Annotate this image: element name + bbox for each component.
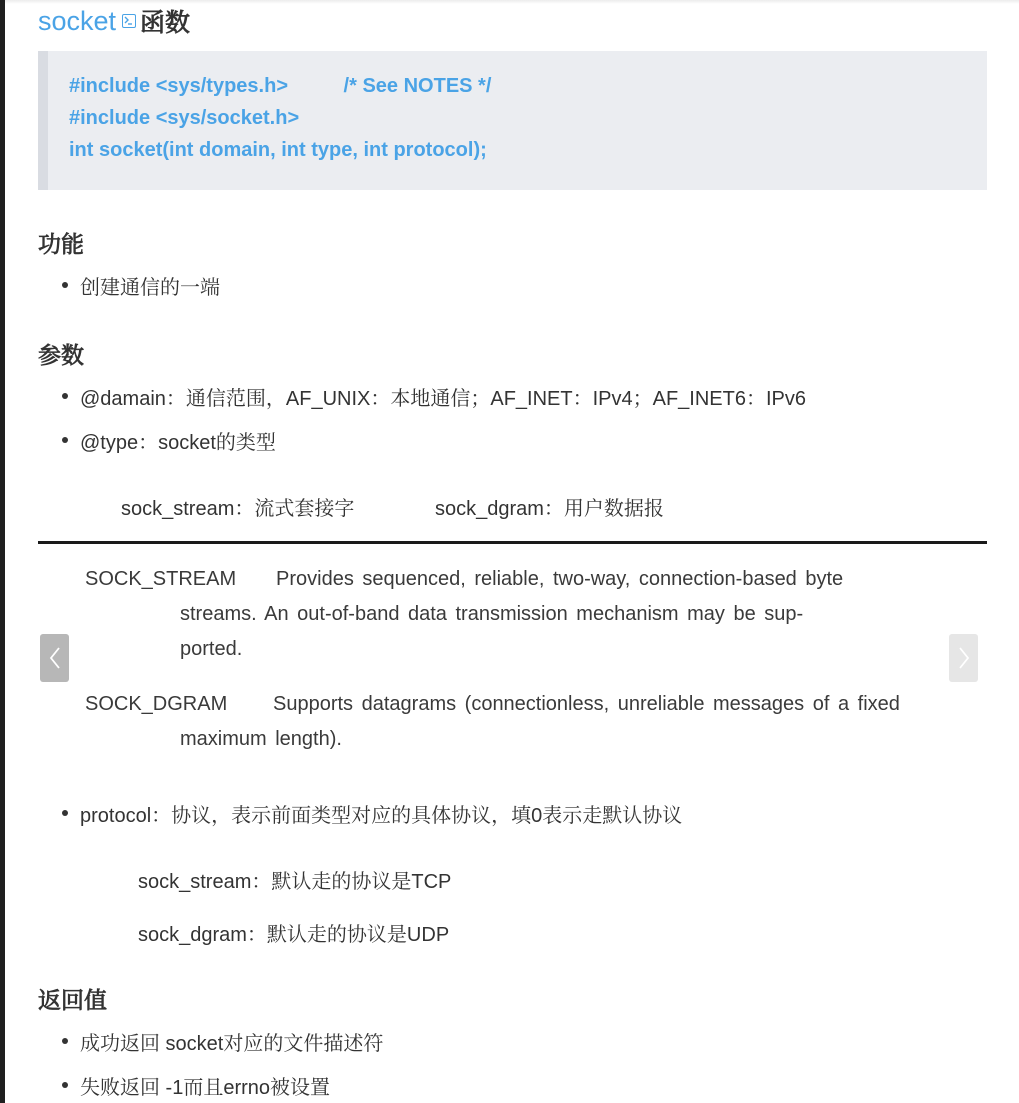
list-item: @damain：通信范围，AF_UNIX：本地通信；AF_INET：IPv4；AF_INET6：IPv6 (80, 382, 806, 411)
divider (38, 541, 987, 544)
terminal-icon[interactable] (122, 14, 136, 28)
manpage-stream-desc-1: Provides sequenced, reliable, two-way, connection-based byte (276, 568, 844, 590)
code-line-3: int socket(int domain, int type, int protocol); (69, 139, 487, 161)
title-link[interactable]: socket (38, 5, 117, 36)
list-item: 成功返回 socket对应的文件描述符 (80, 1027, 383, 1056)
code-block (38, 51, 987, 190)
title-text: 函数 (140, 9, 191, 37)
list-item: @type：socket的类型 (80, 426, 276, 455)
page-title (38, 4, 190, 38)
heading-function: 功能 (38, 231, 84, 257)
manpage-dgram-desc-1: Supports datagrams (connectionless, unreliable messages of a fixed (273, 693, 900, 715)
protocol-dgram-note: sock_dgram：默认走的协议是UDP (138, 924, 450, 946)
code-line-1: #include <sys/types.h> /* See NOTES */ (69, 75, 492, 97)
protocol-stream-note: sock_stream：默认走的协议是TCP (138, 871, 452, 893)
manpage-stream-desc-3: ported. (180, 638, 243, 660)
list-item: 创建通信的一端 (80, 271, 220, 300)
type-dgram-note: sock_dgram：用户数据报 (435, 498, 664, 520)
next-image-button[interactable] (949, 634, 978, 682)
chevron-left-icon (48, 645, 62, 671)
prev-image-button[interactable] (40, 634, 69, 682)
manpage-stream-desc-2: streams. An out-of-band data transmission mechanism may be sup- (180, 603, 804, 625)
manpage-stream-term: SOCK_STREAM (85, 568, 237, 590)
code-line-2: #include <sys/socket.h> (69, 107, 300, 129)
chevron-right-icon (957, 645, 971, 671)
type-stream-note: sock_stream：流式套接字 (121, 498, 355, 520)
heading-returns: 返回值 (38, 987, 107, 1013)
manpage-dgram-desc-2: maximum length). (180, 728, 342, 750)
list-item: protocol：协议，表示前面类型对应的具体协议，填0表示走默认协议 (80, 799, 682, 828)
list-item: 失败返回 -1而且errno被设置 (80, 1071, 330, 1100)
left-edge-strip (0, 0, 5, 1103)
heading-params: 参数 (38, 342, 84, 368)
manpage-dgram-term: SOCK_DGRAM (85, 693, 228, 715)
